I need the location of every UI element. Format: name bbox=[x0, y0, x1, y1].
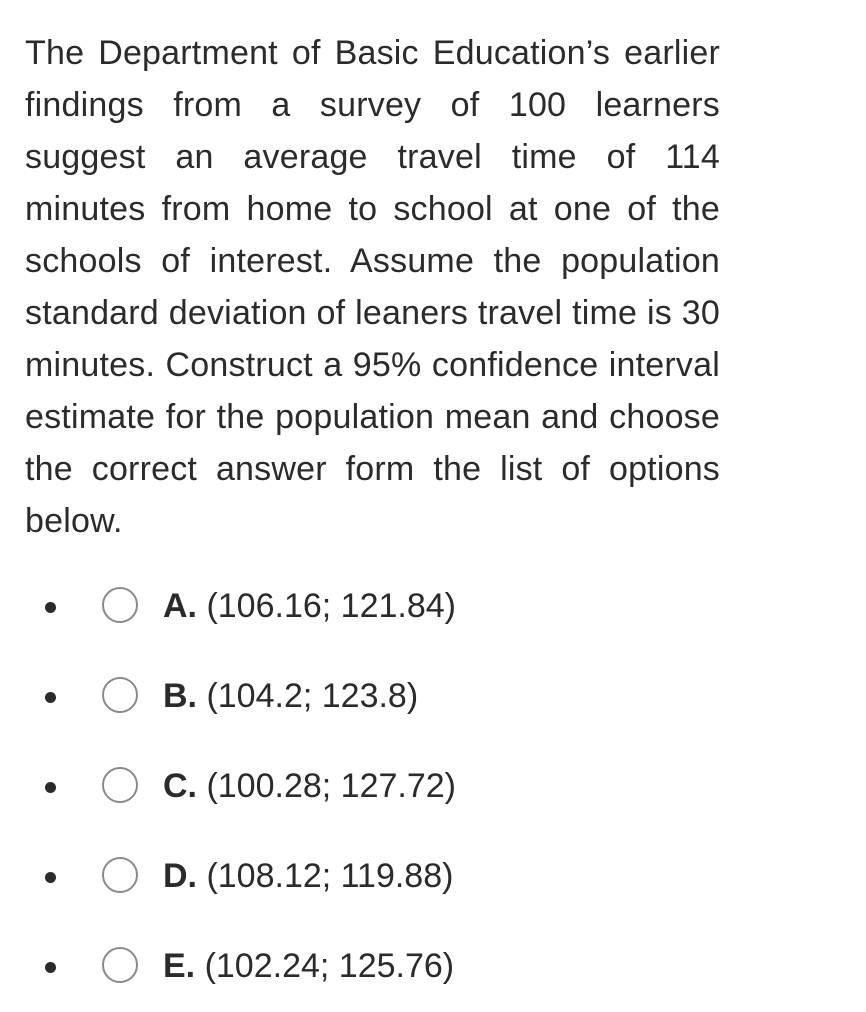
option-e-label[interactable] bbox=[163, 946, 454, 986]
answer-options-list bbox=[0, 562, 866, 1012]
bullet-icon bbox=[45, 782, 56, 793]
option-c-label[interactable] bbox=[163, 766, 456, 806]
answer-option-c[interactable] bbox=[0, 742, 866, 832]
option-value: (108.12; 119.88) bbox=[197, 857, 454, 895]
option-b-label[interactable] bbox=[163, 676, 418, 716]
radio-button-c[interactable] bbox=[102, 767, 138, 803]
option-a-label[interactable] bbox=[163, 586, 456, 626]
option-letter: B. bbox=[163, 677, 197, 715]
answer-option-e[interactable] bbox=[0, 922, 866, 1012]
option-letter: E. bbox=[163, 947, 196, 985]
answer-option-b[interactable] bbox=[0, 652, 866, 742]
question-text: The Department of Basic Education’s earlier findings from a survey of 100 learners suggest an average travel time of 114 minutes from home to school at one of the schools of interest. Assume the population standard deviation of leaners travel time is 30 minutes. Construct a 95% confidence interval estimate for the population mean and choose the correct answer form the list of options below. bbox=[25, 34, 720, 540]
radio-button-a[interactable] bbox=[102, 587, 138, 623]
bullet-icon bbox=[45, 602, 56, 613]
option-value: (104.2; 123.8) bbox=[197, 677, 419, 715]
answer-option-d[interactable] bbox=[0, 832, 866, 922]
option-letter: A. bbox=[163, 587, 197, 625]
bullet-icon bbox=[45, 692, 56, 703]
radio-button-b[interactable] bbox=[102, 677, 138, 713]
bullet-icon bbox=[45, 962, 56, 973]
option-value: (102.24; 125.76) bbox=[195, 947, 455, 985]
option-letter: D. bbox=[163, 857, 197, 895]
radio-button-d[interactable] bbox=[102, 857, 138, 893]
bullet-icon bbox=[45, 872, 56, 883]
answer-option-a[interactable] bbox=[0, 562, 866, 652]
option-d-label[interactable] bbox=[163, 856, 453, 896]
option-letter: C. bbox=[163, 767, 197, 805]
radio-button-e[interactable] bbox=[102, 947, 138, 983]
option-value: (100.28; 127.72) bbox=[197, 767, 456, 805]
option-value: (106.16; 121.84) bbox=[197, 587, 456, 625]
